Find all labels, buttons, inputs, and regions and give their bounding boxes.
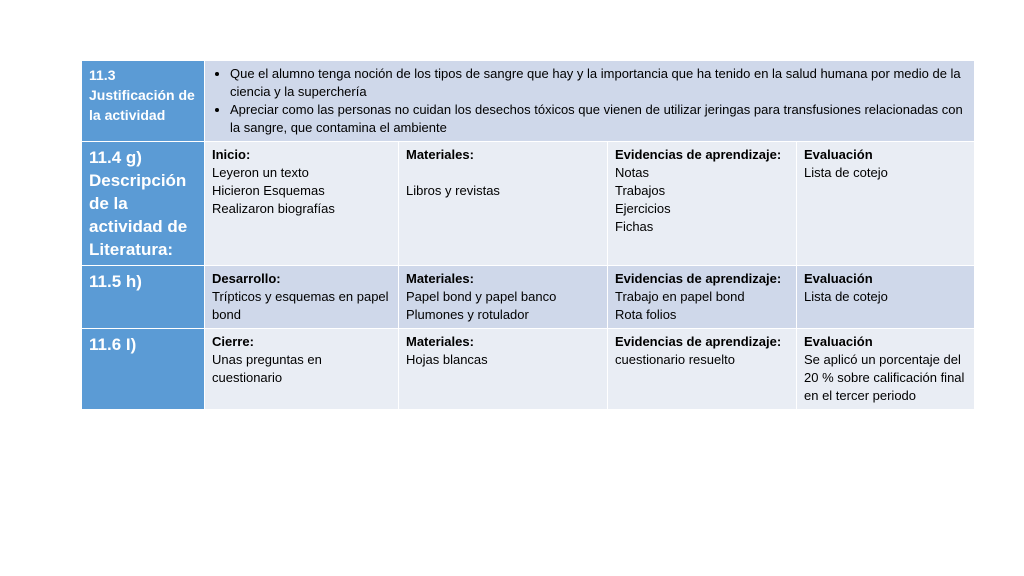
materials-line: Papel bond y papel banco: [406, 289, 557, 304]
materials-label: Materiales:: [406, 334, 474, 349]
evidence-label: Evidencias de aprendizaje:: [615, 271, 782, 286]
stage-label: Desarrollo:: [212, 271, 281, 286]
materials-label: Materiales:: [406, 271, 474, 286]
stage-cell: [205, 329, 399, 410]
evaluation-line: Se aplicó un porcentaje del 20 % sobre calificación final en el tercer periodo: [804, 352, 965, 403]
stage-cell: [205, 142, 399, 266]
stage-line: Realizaron biografías: [212, 201, 335, 216]
stage-line: Trípticos y esquemas en papel bond: [212, 289, 389, 322]
materials-line: Libros y revistas: [406, 183, 500, 198]
justification-list: [212, 65, 967, 137]
evaluation-cell: [797, 142, 975, 266]
evaluation-label: Evaluación: [804, 334, 873, 349]
materials-line: Hojas blancas: [406, 352, 488, 367]
evidence-cell: [608, 266, 797, 329]
row-header-text: 11.3 Justificación de la actividad: [89, 67, 195, 123]
evidence-cell: [608, 142, 797, 266]
evaluation-cell: [797, 266, 975, 329]
stage-cell: [205, 266, 399, 329]
evaluation-line: Lista de cotejo: [804, 165, 888, 180]
evidence-line: Rota folios: [615, 307, 677, 322]
materials-cell: [399, 266, 608, 329]
materials-label: Materiales:: [406, 147, 474, 162]
row-header: [82, 329, 205, 410]
materials-line: Plumones y rotulador: [406, 307, 529, 322]
row-description: [82, 142, 975, 266]
row-justification: [82, 61, 975, 142]
row-header: [82, 266, 205, 329]
row-closing: [82, 329, 975, 410]
row-header: [82, 61, 205, 142]
row-header-text: 11.5 h): [89, 272, 142, 291]
justification-item: • Apreciar como las personas no cuidan los desechos tóxicos que vienen de utilizar jeringas para transfusiones relacionadas con la sangre, que contamina el ambiente: [230, 101, 967, 137]
stage-line: Hicieron Esquemas: [212, 183, 325, 198]
evidence-line: Trabajos: [615, 183, 666, 198]
evidence-line: cuestionario resuelto: [615, 352, 735, 367]
justification-item: • Que el alumno tenga noción de los tipos de sangre que hay y la importancia que ha tenido en la salud humana por medio de la ciencia y la superchería: [230, 65, 967, 101]
stage-label: Inicio:: [212, 147, 251, 162]
evidence-label: Evidencias de aprendizaje:: [615, 334, 782, 349]
evaluation-cell: [797, 329, 975, 410]
evidence-label: Evidencias de aprendizaje:: [615, 147, 782, 162]
stage-line: Leyeron un texto: [212, 165, 309, 180]
evaluation-label: Evaluación: [804, 271, 873, 286]
justification-cell: [205, 61, 975, 142]
stage-line: Unas preguntas en cuestionario: [212, 352, 322, 385]
row-header: [82, 142, 205, 266]
stage-label: Cierre:: [212, 334, 254, 349]
materials-spacer: [406, 164, 600, 182]
evidence-cell: [608, 329, 797, 410]
activity-table: [81, 60, 975, 410]
evidence-line: Notas: [615, 165, 649, 180]
evidence-line: Trabajo en papel bond: [615, 289, 745, 304]
materials-cell: [399, 142, 608, 266]
row-development: [82, 266, 975, 329]
evaluation-label: Evaluación: [804, 147, 873, 162]
evaluation-line: Lista de cotejo: [804, 289, 888, 304]
evidence-line: Ejercicios: [615, 201, 671, 216]
evidence-line: Fichas: [615, 219, 654, 234]
row-header-text: 11.4 g) Descripción de la actividad de Literatura:: [89, 148, 188, 259]
materials-cell: [399, 329, 608, 410]
row-header-text: 11.6 I): [89, 335, 137, 354]
